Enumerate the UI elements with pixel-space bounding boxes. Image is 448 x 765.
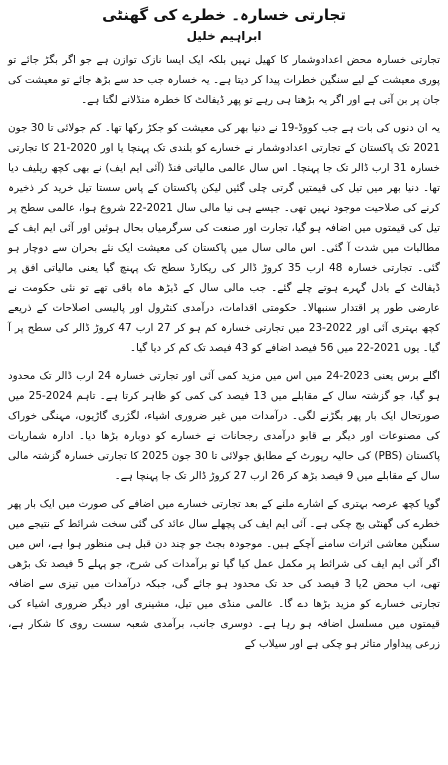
article-paragraph: گویا کچھ عرصہ بہتری کے اشارے ملنے کے بعد تجارتی خسارے میں اضافے کی صورت میں ایک بار پھر خطرے کی گھنٹی بج چکی ہے۔ آئی ایم ایف کی پچھلے سال عائد کی گئی سخت شرائط کے نتیجے میں سنگین معاشی اثرات سامنے آچکے ہیں۔ موجودہ بجٹ جو چند دن قبل ہی منظور ہوا ہے، اس میں اگر آئی ایم ایف کی شرائط پر مکمل عمل کیا گیا تو برآمدات کی شرح، جو پہلے 5 فیصد تک بڑھی تھی، اب محض 2یا 3 فیصد کی حد تک محدود ہو جائے گی، جبکہ درآمدات میں تیزی سے اضافہ تجارتی خسارے کو مزید بڑھا دے گا۔ عالمی منڈی میں تیل، مشینری اور دیگر ضروری اشیاء کی قیمتوں میں مسلسل اضافہ ہو رہا ہے۔ دوسری جانب، برآمدی شعبہ سست روی کا شکار ہے، زرعی پیداوار متاثر ہو چکی ہے اور سیلاب کے — [8, 498, 440, 650]
article-paragraph: یہ ان دنوں کی بات ہے جب کووڈ-19 نے دنیا بھر کی معیشت کو جکڑ رکھا تھا۔ کم جولائی تا 30 جون 2021 تک پاکستان کے تجارتی اعدادوشمار نے خسارے کو بلندی تک پہنچا یا اور 2020-21 کا تجارتی خسارہ 31 ارب ڈالر تک جا پہنچا۔ اس سال عالمی مالیاتی فنڈ (آئی ایم ایف) نے بھی کچھ ریلیف دیا تھا۔ دنیا بھر میں تیل کی قیمتیں گرتی چلی گئیں لیکن پاکستان کے پاس سستا تیل خرید کر ذخیرہ کرنے کی صلاحیت موجود نہیں تھی۔ جیسے ہی نیا مالی سال 2021-22 شروع ہوا، عالمی سطح پر تیل کی قیمتوں میں اضافہ ہو گیا، تجارت اور صنعت کی سرگرمیاں بحال ہوئیں اور آئی ایم ایف کے مطالبات میں شدت آ گئی۔ اس مالی سال میں پاکستان کی معیشت ایک نئے بحران سے دوچار ہو گئی۔ تجارتی خسارہ 48 ارب 35 کروڑ ڈالر کی ریکارڈ سطح تک پہنچ گیا یعنی مالیاتی افق پر ڈیفالٹ کے بادل گہرے ہوتے چلے گئے۔ جب مالی سال کے ڈیڑھ ماہ باقی تھے تو نئی حکومت نے عارضی طور پر اقتدار سنبھالا۔ حکومتی اقدامات، درآمدی کنٹرول اور پالیسی اصلاحات کے ذریعے کچھ بہتری آئی اور 2022-23 میں تجارتی خسارہ کم ہو کر 27 ارب 47 کروڑ ڈالر کی سطح پر آ گیا۔ یوں 2021-22 میں 56 فیصد اضافے کو 43 فیصد تک کم کر دیا گیا۔ — [8, 122, 441, 354]
article-paragraph: اگلے برس یعنی 2023-24 میں اس میں مزید کمی آئی اور تجارتی خسارہ 24 ارب ڈالر تک محدود ہو گیا، جو گزشتہ سال کے مقابلے میں 13 فیصد کی کمی کو ظاہر کرتا ہے۔ تاہم 2024-25 میں صورتحال ایک بار پھر بگڑنے لگی۔ درآمدات میں غیر ضروری اشیاء، لگژری گاڑیوں، مہنگی خوراک کی مصنوعات اور دیگر بے قابو درآمدی رجحانات نے خسارے کو دوبارہ بڑھا دیا۔ ادارہ شماریات پاکستان (PBS) کی حالیہ رپورٹ کے مطابق جولائی تا 30 جون 2025 کا تجارتی خسارہ گزشتہ مالی سال کے مقابلے میں 9 فیصد بڑھ کر 26 ارب 27 کروڑ ڈالر تک جا پہنچا ہے۔ — [8, 370, 441, 482]
author-name: ابراہیم خلیل — [186, 29, 262, 43]
article-headline: تجارتی خسارہ۔ خطرے کی گھنٹی — [102, 6, 346, 24]
article-paragraph: تجارتی خسارہ محض اعدادوشمار کا کھیل نہیں بلکہ ایک ایسا نازک توازن ہے جو اگر بگڑ جائے تو پوری معیشت کے لیے سنگین خطرات پیدا کر دیتا ہے۔ یہ خسارہ جب حد سے بڑھ جائے تو معیشت کی جان پر بن آتی ہے اور اگر یہ بڑھتا ہی رہے تو پھر ڈیفالٹ کا خطرہ منڈلانے لگتا ہے۔ — [8, 54, 440, 106]
